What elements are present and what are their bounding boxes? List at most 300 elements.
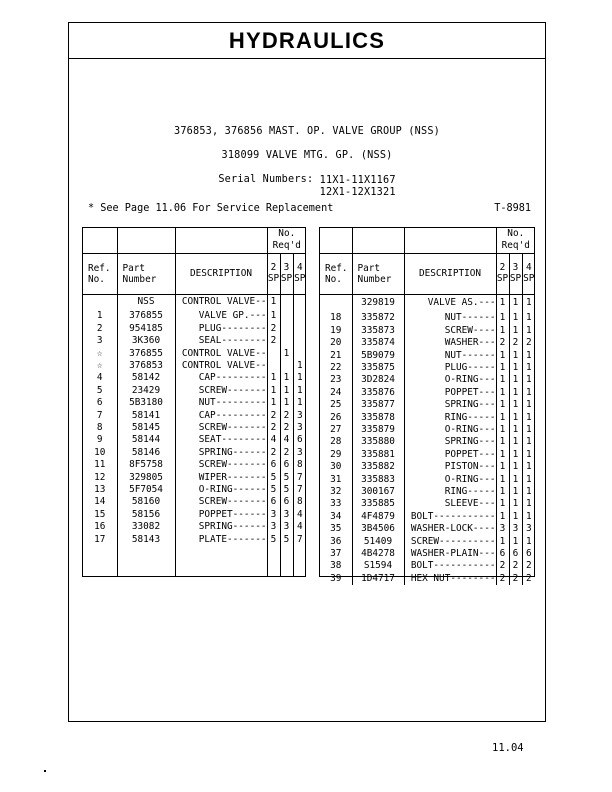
table-filler-cell (83, 546, 117, 576)
header-qty-2sp-unit: SP (267, 272, 280, 284)
table-row (320, 374, 535, 386)
cell-qty-2sp: 1 (267, 310, 280, 322)
table-row (83, 447, 306, 459)
cell-description: NUT------ (404, 312, 496, 324)
header-ref-line2: No. (325, 273, 342, 285)
table-row (83, 521, 306, 533)
cell-qty-4sp: 2 (525, 337, 532, 349)
table-row (83, 422, 306, 434)
cell-qty-3sp: 1 (509, 511, 522, 523)
cell-qty-2sp: 1 (496, 498, 509, 510)
table-row (83, 534, 306, 546)
cell-description: O-RING--- (404, 474, 496, 486)
header-ref-line1: Ref. (325, 262, 348, 274)
cell-description: NUT--------- (175, 397, 267, 409)
table-header-top-row (320, 228, 535, 253)
table-row (320, 424, 535, 436)
cell-description: SCREW---- (404, 325, 496, 337)
cell-part-number: 376855 (117, 348, 175, 360)
cell-part-number: 58143 (117, 534, 175, 546)
corner-mark (44, 770, 46, 772)
cell-part-number: 1D4717 (352, 573, 404, 585)
page-number: 11.04 (492, 742, 524, 754)
cell-description: SCREW------- (175, 385, 267, 397)
cell-part-number: 58144 (117, 434, 175, 446)
cell-ref-no: 25 (320, 399, 352, 411)
parts-grid (320, 228, 535, 585)
cell-description: POPPET--- (404, 449, 496, 461)
serial-numbers-label: Serial Numbers: (218, 174, 314, 186)
cell-description: WASHER-LOCK---- (404, 523, 496, 535)
cell-ref-no: 15 (83, 509, 117, 521)
cell-qty-3sp: 1 (509, 350, 522, 362)
cell-description: SPRING--- (404, 399, 496, 411)
header-blank-desc (175, 228, 267, 253)
table-filler-cell (280, 546, 293, 576)
cell-qty-3sp (280, 294, 293, 310)
table-row (320, 536, 535, 548)
cell-qty-3sp: 2 (509, 337, 522, 349)
cell-qty-4sp: 1 (296, 372, 303, 384)
cell-ref-no: ☆ (83, 360, 117, 372)
cell-qty-2sp: 2 (267, 323, 280, 335)
table-row (320, 523, 535, 535)
cell-ref-no: 31 (320, 474, 352, 486)
cell-qty-2sp: 1 (267, 397, 280, 409)
cell-qty-4sp: 3 (296, 421, 303, 433)
header-qty-3sp (509, 253, 522, 294)
table-filler-cell (175, 546, 267, 576)
serial-numbers (218, 175, 395, 199)
header-qty-3sp (280, 253, 293, 294)
cell-part-number: 58160 (117, 496, 175, 508)
cell-part-number: 5B3180 (117, 397, 175, 409)
cell-qty-4sp: 8 (296, 496, 303, 508)
cell-qty-3sp (280, 360, 293, 372)
cell-qty-2sp: 1 (496, 486, 509, 498)
cell-qty-2sp: 5 (267, 472, 280, 484)
cell-qty-3sp: 1 (509, 312, 522, 324)
cell-qty-2sp: 1 (496, 461, 509, 473)
cell-ref-no: 9 (83, 434, 117, 446)
parts-table-right (319, 227, 535, 584)
cell-qty-2sp: 1 (496, 312, 509, 324)
note-line (88, 203, 531, 214)
cell-part-number: 376853 (117, 360, 175, 372)
cell-ref-no: 8 (83, 422, 117, 434)
cell-ref-no: 10 (83, 447, 117, 459)
cell-ref-no: 2 (83, 323, 117, 335)
cell-ref-no: 36 (320, 536, 352, 548)
header-ref-no (320, 253, 352, 294)
header-blank-ref (83, 228, 117, 253)
cell-qty-4sp: 1 (525, 386, 532, 398)
table-row (83, 310, 306, 322)
cell-qty-3sp: 2 (509, 573, 522, 585)
table-row (83, 294, 306, 310)
cell-qty-2sp: 1 (496, 374, 509, 386)
cell-qty-2sp: 5 (267, 534, 280, 546)
cell-qty-3sp: 1 (509, 399, 522, 411)
cell-qty-3sp: 1 (509, 294, 522, 312)
cell-qty-2sp: 1 (267, 294, 280, 310)
cell-part-number: 335881 (352, 449, 404, 461)
cell-qty-4sp: 4 (296, 508, 303, 520)
header-qty-2sp-unit: SP (496, 272, 509, 284)
cell-qty-3sp: 2 (280, 447, 293, 459)
header-qty-3sp-unit: SP (509, 272, 522, 284)
cell-qty-2sp: 5 (267, 484, 280, 496)
header-ref-no (83, 253, 117, 294)
cell-qty-4sp: 1 (525, 374, 532, 386)
cell-description: SCREW------- (175, 496, 267, 508)
cell-ref-no: 17 (83, 534, 117, 546)
cell-ref-no: 30 (320, 461, 352, 473)
cell-description: WASHER-PLAIN--- (404, 548, 496, 560)
cell-qty-3sp: 1 (509, 474, 522, 486)
cell-part-number: 335879 (352, 424, 404, 436)
cell-qty-4sp: 8 (296, 459, 303, 471)
cell-qty-4sp: 3 (525, 523, 532, 535)
cell-qty-3sp: 1 (509, 486, 522, 498)
header-part-line1: Part (122, 262, 146, 274)
cell-qty-4sp: 1 (296, 384, 303, 396)
cell-qty-2sp: 2 (267, 410, 280, 422)
cell-ref-no: 7 (83, 410, 117, 422)
table-row (83, 484, 306, 496)
cell-ref-no: 29 (320, 449, 352, 461)
table-row (83, 323, 306, 335)
cell-qty-3sp: 1 (509, 374, 522, 386)
cell-qty-3sp (280, 310, 293, 322)
cell-part-number: 335874 (352, 337, 404, 349)
cell-qty-3sp: 6 (509, 548, 522, 560)
table-row (320, 325, 535, 337)
cell-ref-no: 18 (320, 312, 352, 324)
header-qty-2sp-num: 2 (270, 262, 277, 274)
cell-qty-3sp: 1 (509, 449, 522, 461)
cell-qty-2sp: 3 (267, 521, 280, 533)
table-filler-cell (267, 546, 280, 576)
cell-ref-no: 39 (320, 573, 352, 585)
header-blank-part (352, 228, 404, 253)
cell-qty-2sp: 6 (267, 496, 280, 508)
cell-qty-4sp: 1 (525, 473, 532, 485)
header-description: DESCRIPTION (175, 253, 267, 294)
cell-qty-4sp: 1 (525, 448, 532, 460)
cell-qty-4sp: 4 (296, 521, 303, 533)
cell-ref-no: 1 (83, 310, 117, 322)
cell-description: SPRING------ (175, 447, 267, 459)
cell-part-number: 329805 (117, 472, 175, 484)
table-row (320, 560, 535, 572)
cell-qty-4sp: 7 (296, 471, 303, 483)
cell-qty-3sp: 1 (280, 372, 293, 384)
cell-qty-3sp: 4 (280, 434, 293, 446)
cell-qty-3sp (280, 323, 293, 335)
header-qty-4sp-unit: SP (294, 272, 306, 284)
header-description: DESCRIPTION (404, 253, 496, 294)
cell-part-number: 33082 (117, 521, 175, 533)
cell-qty-2sp: 1 (496, 362, 509, 374)
cell-ref-no: 14 (83, 496, 117, 508)
cell-qty-4sp (293, 310, 306, 322)
header-qty-2sp (267, 253, 280, 294)
page-border (68, 22, 546, 722)
cell-qty-4sp: 1 (525, 436, 532, 448)
cell-ref-no: 35 (320, 523, 352, 535)
cell-part-number: 376855 (117, 310, 175, 322)
cell-description: CONTROL VALVE-- (175, 348, 267, 360)
cell-qty-3sp: 1 (509, 412, 522, 424)
cell-ref-no: 24 (320, 387, 352, 399)
cell-description: VALVE AS.--- (404, 294, 496, 312)
cell-qty-2sp: 2 (496, 573, 509, 585)
cell-qty-4sp: 1 (525, 498, 532, 510)
table-row (320, 294, 535, 312)
cell-qty-4sp: 7 (296, 484, 303, 495)
header-blank-part (117, 228, 175, 253)
cell-qty-3sp: 2 (280, 410, 293, 422)
cell-qty-3sp: 1 (509, 424, 522, 436)
subgroup-title: 318099 VALVE MTG. GP. (NSS) (221, 150, 393, 162)
cell-part-number: 51409 (352, 536, 404, 548)
cell-part-number: 3B4506 (352, 523, 404, 535)
cell-qty-3sp: 1 (509, 498, 522, 510)
serial-range: 11X1-11X1167 (319, 175, 396, 187)
table-row (83, 509, 306, 521)
cell-qty-4sp: 1 (525, 349, 532, 361)
table-row (320, 362, 535, 374)
cell-part-number: 335885 (352, 498, 404, 510)
cell-description: SCREW------- (175, 422, 267, 434)
cell-qty-2sp: 1 (496, 325, 509, 337)
cell-qty-3sp (280, 335, 293, 347)
cell-description: CONTROL VALVE-- (175, 360, 267, 372)
cell-description: HEX NUT-------- (404, 573, 496, 585)
cell-qty-4sp: 1 (525, 461, 532, 473)
cell-qty-2sp: 1 (496, 474, 509, 486)
cell-ref-no: 21 (320, 350, 352, 362)
cell-qty-2sp: 1 (496, 387, 509, 399)
header-qty-2sp-num: 2 (499, 262, 506, 274)
cell-description: PLUG----- (404, 362, 496, 374)
drawing-number: T-8981 (494, 203, 531, 214)
cell-ref-no: 38 (320, 560, 352, 572)
cell-part-number: 3K360 (117, 335, 175, 347)
cell-qty-4sp (293, 348, 306, 360)
cell-qty-2sp: 1 (496, 449, 509, 461)
cell-part-number: 954185 (117, 323, 175, 335)
cell-qty-3sp: 6 (280, 496, 293, 508)
table-header-row (83, 253, 306, 294)
page-title: HYDRAULICS (228, 27, 386, 53)
header-blank-desc (404, 228, 496, 253)
cell-ref-no: 3 (83, 335, 117, 347)
cell-ref-no: 22 (320, 362, 352, 374)
table-row (83, 397, 306, 409)
cell-description: PLATE------- (175, 534, 267, 546)
cell-description: CAP--------- (175, 410, 267, 422)
cell-description: PISTON--- (404, 461, 496, 473)
table-filler-cell (293, 546, 306, 576)
cell-qty-2sp: 3 (267, 509, 280, 521)
cell-qty-3sp: 5 (280, 484, 293, 496)
cell-description: O-RING------ (175, 484, 267, 496)
table-row (320, 412, 535, 424)
cell-ref-no: 20 (320, 337, 352, 349)
parts-table-right-body (320, 294, 535, 585)
table-row (83, 385, 306, 397)
table-row (320, 573, 535, 585)
cell-ref-no: 37 (320, 548, 352, 560)
cell-qty-4sp: 1 (525, 486, 532, 497)
cell-qty-2sp (267, 360, 280, 372)
cell-description: SPRING------ (175, 521, 267, 533)
cell-qty-2sp: 1 (267, 372, 280, 384)
cell-qty-2sp: 6 (496, 548, 509, 560)
cell-description: CONTROL VALVE-- (175, 294, 267, 310)
table-row (83, 472, 306, 484)
cell-ref-no (83, 294, 117, 310)
cell-qty-2sp: 2 (267, 447, 280, 459)
cell-qty-4sp: 1 (525, 423, 532, 435)
cell-description: SEAT-------- (175, 434, 267, 446)
cell-qty-4sp: 1 (525, 312, 532, 324)
cell-qty-2sp: 1 (496, 412, 509, 424)
table-row (320, 350, 535, 362)
cell-description: POPPET------ (175, 509, 267, 521)
header-part-number (117, 253, 175, 294)
cell-qty-3sp: 1 (509, 461, 522, 473)
cell-description: PLUG-------- (175, 323, 267, 335)
cell-part-number: 3D2824 (352, 374, 404, 386)
cell-qty-4sp: 1 (525, 297, 532, 309)
table-row (320, 449, 535, 461)
header-part-line1: Part (357, 262, 381, 274)
cell-qty-4sp: 6 (525, 548, 532, 560)
cell-ref-no: 19 (320, 325, 352, 337)
cell-description: SCREW------- (175, 459, 267, 471)
table-header-row (320, 253, 535, 294)
table-header-top-row (83, 228, 306, 253)
cell-description: SEAL-------- (175, 335, 267, 347)
cell-ref-no: ☆ (83, 348, 117, 360)
service-replacement-note: * See Page 11.06 For Service Replacement (88, 203, 334, 214)
cell-part-number: 58146 (117, 447, 175, 459)
page-title-banner (69, 23, 545, 59)
cell-description: O-RING--- (404, 424, 496, 436)
header-qty-3sp-num: 3 (512, 262, 519, 274)
cell-ref-no: 11 (83, 459, 117, 471)
table-row (320, 548, 535, 560)
cell-ref-no: 5 (83, 385, 117, 397)
parts-grid (83, 228, 306, 576)
cell-qty-2sp: 6 (267, 459, 280, 471)
cell-description: VALVE GP.--- (175, 310, 267, 322)
cell-ref-no: 12 (83, 472, 117, 484)
cell-qty-4sp: 1 (525, 535, 532, 547)
cell-qty-2sp: 1 (496, 511, 509, 523)
table-row (83, 360, 306, 372)
cell-ref-no: 27 (320, 424, 352, 436)
cell-qty-4sp: 1 (525, 411, 532, 423)
cell-ref-no (320, 294, 352, 312)
cell-ref-no: 13 (83, 484, 117, 496)
cell-part-number: 8F5758 (117, 459, 175, 471)
cell-qty-3sp: 2 (509, 560, 522, 572)
cell-qty-3sp: 1 (280, 385, 293, 397)
header-qty-4sp-num: 4 (296, 262, 303, 274)
cell-ref-no: 26 (320, 412, 352, 424)
cell-ref-no: 4 (83, 372, 117, 384)
cell-qty-2sp: 1 (496, 424, 509, 436)
cell-part-number: 335880 (352, 436, 404, 448)
table-row (320, 337, 535, 349)
table-row (83, 372, 306, 384)
table-row (83, 348, 306, 360)
table-row (320, 511, 535, 523)
cell-qty-3sp: 3 (280, 509, 293, 521)
cell-description: WIPER------- (175, 472, 267, 484)
cell-qty-2sp: 3 (496, 523, 509, 535)
cell-part-number: 300167 (352, 486, 404, 498)
table-row (83, 335, 306, 347)
cell-qty-4sp: 1 (525, 324, 532, 336)
cell-description: WASHER--- (404, 337, 496, 349)
cell-part-number: 335873 (352, 325, 404, 337)
cell-qty-3sp: 5 (280, 472, 293, 484)
cell-description: O-RING--- (404, 374, 496, 386)
header-qty-4sp-num: 4 (525, 262, 532, 274)
header-ref-line1: Ref. (88, 262, 111, 274)
parts-table-left (82, 227, 306, 577)
cell-qty-2sp: 1 (496, 536, 509, 548)
header-part-line2: Number (122, 273, 157, 285)
cell-description: BOLT----------- (404, 511, 496, 523)
table-filler-row (83, 546, 306, 576)
table-row (320, 498, 535, 510)
cell-qty-2sp: 1 (496, 350, 509, 362)
cell-qty-4sp: 3 (296, 446, 303, 458)
cell-part-number: 58145 (117, 422, 175, 434)
cell-qty-2sp: 1 (496, 399, 509, 411)
cell-qty-2sp: 4 (267, 434, 280, 446)
table-row (83, 459, 306, 471)
group-title: 376853, 376856 MAST. OP. VALVE GROUP (NSS) (173, 126, 440, 137)
cell-part-number: 58142 (117, 372, 175, 384)
cell-description: RING----- (404, 486, 496, 498)
cell-qty-2sp: 1 (267, 385, 280, 397)
header-qty-2sp (496, 253, 509, 294)
heading-block (69, 127, 545, 199)
table-row (83, 496, 306, 508)
cell-qty-3sp: 5 (280, 534, 293, 546)
cell-qty-3sp: 1 (280, 397, 293, 409)
header-blank-ref (320, 228, 352, 253)
cell-qty-4sp: 7 (296, 533, 303, 545)
cell-qty-3sp: 2 (280, 422, 293, 434)
cell-qty-3sp: 1 (280, 348, 293, 360)
cell-part-number: 335872 (352, 312, 404, 324)
table-filler-cell (117, 546, 175, 576)
cell-qty-2sp (267, 348, 280, 360)
header-qty-4sp (522, 253, 535, 294)
header-part-line2: Number (357, 273, 392, 285)
cell-part-number: 335877 (352, 399, 404, 411)
cell-part-number: 335876 (352, 387, 404, 399)
cell-description: RING----- (404, 412, 496, 424)
